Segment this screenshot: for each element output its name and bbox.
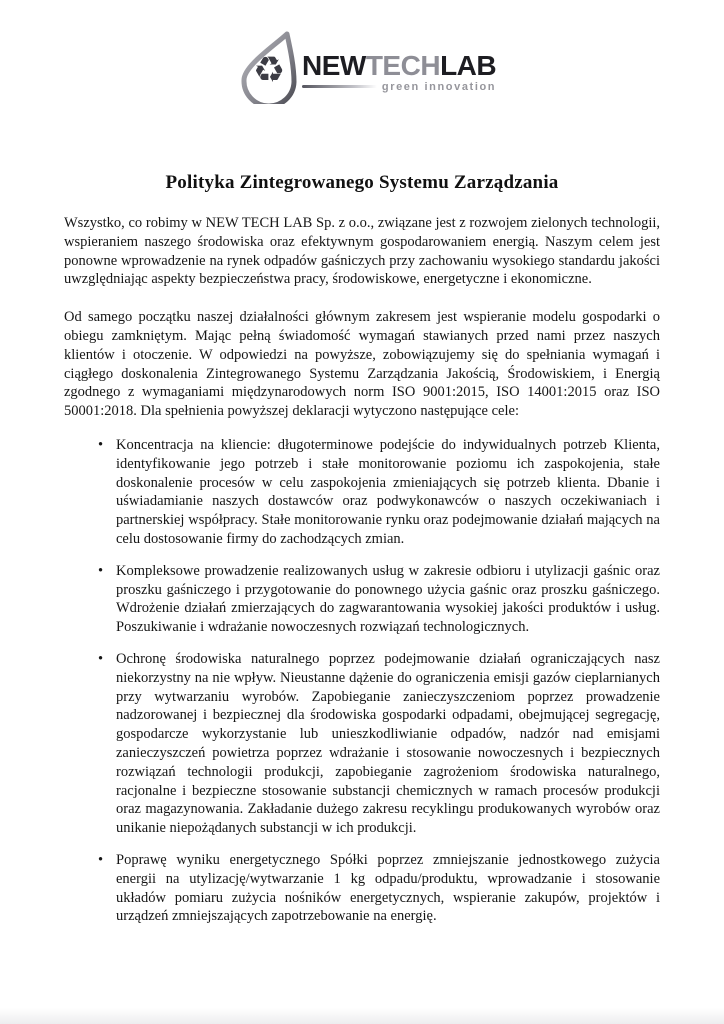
logo-word-lab: LAB (440, 49, 497, 81)
document-title: Polityka Zintegrowanego Systemu Zarządzania (165, 172, 559, 193)
bullet-marker: • (98, 436, 104, 453)
recycle-icon: ♻ (252, 50, 286, 92)
logo-subline (302, 81, 496, 93)
goal-item-text: Ochronę środowiska naturalnego poprzez podejmowanie działań ograniczających nasz niekorzystny na nie wpływ. Nieustanne dążenie do ograniczenia emisji gazów cieplarnianych przy wytwarzaniu wyrobów. Zapobieganie zanieczyszczeniom poprzez prowadzenie nadzorowanej i bezpiecznej dla środowiska gospodarki odpadami, obejmującej segregację, gospodarcze wykorzystanie lub unieszkodliwianie odpadów, nadzór nad emisjami zanieczyszczeń powietrza poprzez wdrażanie i stosowanie nowoczesnych i bezpiecznych rozwiązań technologii produkcji, zapobieganie zagrożeniom środowiska naturalnego, racjonalne i bezpieczne stosowanie substancji chemicznych w ramach procesów produkcji oraz magazynowania. Zakładanie dużego zakresu recyklingu produkowanych wyrobów oraz unikanie niepożądanych substancji w ich produkcji. (116, 650, 660, 837)
water-drop-icon (232, 30, 306, 104)
logo-text (302, 42, 496, 93)
bullet-marker: • (98, 851, 104, 868)
logo-word-new: NEW (302, 49, 366, 81)
goal-item-text: Koncentracja na kliencie: długoterminowe podejście do indywidualnych potrzeb Klienta, identyfikowanie jego potrzeb i stałe monitorowanie poziomu ich zaspokojenia, stałe doskonalenie procesów w celu zaspokojenia zmieniających się potrzeb klienta. Dbanie i uświadamianie naszych dostawców oraz podwykonawców o naszych oczekiwaniach i partnerskiej współpracy. Stałe monitorowanie rynku oraz podejmowanie działań mających na celu dostosowanie firmy do zachodzących zmian. (116, 436, 660, 547)
goals-list (64, 436, 660, 926)
company-logo (232, 28, 497, 106)
goal-item-environment (64, 650, 660, 838)
intro-paragraph-2: Od samego początku naszej działalności głównym zakresem jest wspieranie modelu gospodarki o obiegu zamkniętym. Mając pełną świadomość wymagań stawianych przed nami przez naszych klientów i otoczenie. W odpowiedzi na powyższe, zobowiązujemy się do spełniania wymagań i ciągłego doskonalenia Zintegrowanego Systemu Zarządzania Jakością, Środowiskiem, i Energią zgodnego z wymaganiami międzynarodowych norm ISO 9001:2015, ISO 14001:2015 oraz ISO 50001:2018. Dla spełnienia powyższej deklaracji wytyczono następujące cele: (64, 309, 660, 420)
goal-item-energy (64, 851, 660, 926)
goal-item-text: Poprawę wyniku energetycznego Spółki poprzez zmniejszanie jednostkowego zużycia energii na utylizację/wytwarzanie 1 kg odpadu/produktu, wprowadzanie i stosowanie układów pomiaru zużycia nośników energetycznych, wspieranie zakupów, projektów i urządzeń zmniejszających zapotrzebowanie na energię. (116, 851, 660, 925)
goal-item-customer-focus (64, 436, 660, 549)
bullet-marker: • (98, 650, 104, 667)
logo-word-tech: TECH (365, 49, 441, 81)
bullet-marker: • (98, 562, 104, 579)
logo-wordmark (302, 49, 497, 81)
logo-tagline: green innovation (381, 80, 497, 93)
intro-paragraph-1: Wszystko, co robimy w NEW TECH LAB Sp. z o.o., związane jest z rozwojem zielonych technologii, wspieraniem naszego środowiska oraz efektywnym gospodarowaniem energią. Naszym celem jest ponowne wprowadzenie na rynek odpadów gaśniczych przy zachowaniu wysokiego standardu jakości uwzględniając aspekty bezpieczeństwa pracy, środowiskowe, energetyczne i ekonomiczne. (64, 215, 660, 288)
logo-swoosh-line (302, 85, 377, 88)
goal-item-text: Kompleksowe prowadzenie realizowanych usług w zakresie odbioru i utylizacji gaśnic oraz proszku gaśniczego i przygotowanie do ponownego użycia gaśnic oraz proszku gaśniczego. Wdrożenie działań zmierzających do zagwarantowania wysokiej jakości produktów i usług. Poszukiwanie i wdrażanie nowoczesnych rozwiązań technologicznych. (116, 562, 660, 636)
goal-item-services (64, 562, 660, 637)
